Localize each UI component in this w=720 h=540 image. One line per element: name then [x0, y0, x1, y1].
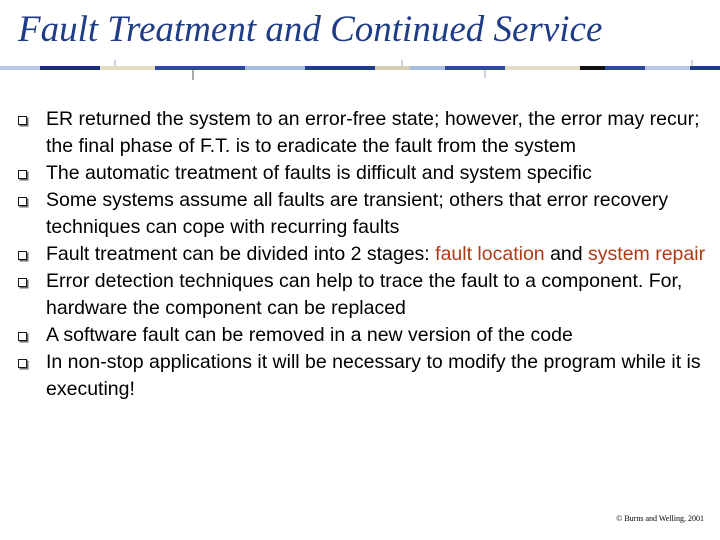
- copyright-footer: © Burns and Welling, 2001: [616, 514, 704, 523]
- bullet-item: [18, 322, 720, 349]
- bullet-item: [18, 160, 720, 187]
- square-bullet-icon: [18, 332, 27, 341]
- bullet-item: [18, 187, 720, 241]
- square-bullet-icon: [18, 359, 27, 368]
- bullet-text: ER returned the system to an error-free state; however, the error may recur; the final phase of F.T. is to eradicate the fault from the system: [46, 108, 700, 157]
- bullet-item: [18, 106, 720, 160]
- bullet-text: In non-stop applications it will be necessary to modify the program while it is executing!: [46, 351, 701, 400]
- bullet-text: A software fault can be removed in a new version of the code: [46, 324, 573, 346]
- slide-title: Fault Treatment and Continued Service: [18, 9, 603, 50]
- square-bullet-icon: [18, 197, 27, 206]
- bullet-item: [18, 241, 720, 268]
- bullet-text: Some systems assume all faults are transient; others that error recovery techniques can cope with recurring faults: [46, 189, 669, 238]
- bullet-list: [18, 106, 720, 403]
- bullet-text: The automatic treatment of faults is difficult and system specific: [46, 162, 592, 184]
- title-divider-decoration: [0, 60, 720, 84]
- bullet-item: [18, 268, 720, 322]
- square-bullet-icon: [18, 170, 27, 179]
- bullet-text: Error detection techniques can help to trace the fault to a component. For, hardware the component can be replaced: [46, 270, 683, 319]
- square-bullet-icon: [18, 251, 27, 260]
- square-bullet-icon: [18, 116, 27, 125]
- highlight-system-repair: system repair: [588, 243, 706, 265]
- square-bullet-icon: [18, 278, 27, 287]
- bullet-text: Fault treatment can be divided into 2 stages:: [46, 243, 436, 265]
- bullet-item: [18, 349, 720, 403]
- highlight-fault-location: fault location: [435, 243, 545, 265]
- bullet-text-connector: and: [544, 243, 589, 265]
